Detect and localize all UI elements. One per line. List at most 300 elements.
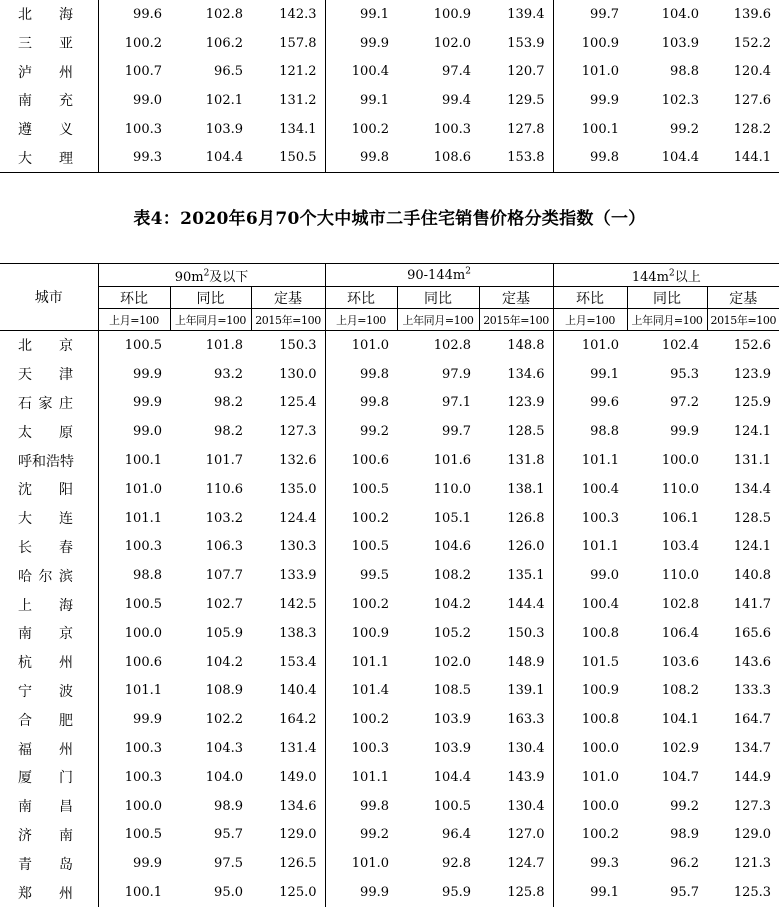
city-name: 南京 [18, 626, 73, 643]
index-value-cell: 98.9 [670, 827, 700, 843]
table-row [0, 619, 779, 648]
index-value-cell: 100.5 [124, 337, 162, 353]
index-value-cell: 140.4 [251, 677, 325, 706]
city-cell [0, 446, 98, 475]
index-value-cell: 101.0 [581, 769, 620, 785]
index-value-cell: 129.0 [733, 827, 772, 843]
index-value-cell: 100.4 [581, 481, 620, 497]
index-value-cell: 131.4 [251, 734, 325, 763]
index-value-cell: 106.3 [205, 539, 243, 555]
index-value-cell: 99.8 [360, 395, 389, 411]
index-value-cell: 100.3 [433, 121, 471, 137]
index-value-cell: 134.1 [251, 115, 325, 144]
table-row [0, 29, 779, 58]
index-value-cell: 102.2 [205, 712, 243, 728]
index-value-cell: 124.7 [479, 849, 553, 878]
index-value-cell: 99.9 [670, 424, 700, 440]
index-value-cell: 93.2 [214, 366, 243, 382]
base-period-label: 上月=100 [325, 309, 397, 331]
continued-price-index-table [0, 0, 779, 173]
table-row [0, 533, 779, 562]
index-value-cell: 99.0 [590, 568, 620, 584]
index-value-cell: 163.3 [479, 705, 553, 734]
index-value-cell: 99.9 [133, 366, 162, 382]
table-row [0, 475, 779, 504]
index-value-cell: 95.9 [442, 885, 471, 901]
city-cell [0, 115, 98, 144]
index-value-cell: 148.8 [479, 331, 553, 360]
base-period-label: 2015年=100 [479, 309, 553, 331]
index-value-cell: 100.1 [124, 453, 162, 469]
index-value-cell: 126.8 [479, 504, 553, 533]
table-row [0, 143, 779, 172]
city-name: 北海 [18, 7, 73, 24]
index-value-cell: 99.1 [590, 885, 620, 901]
city-cell [0, 417, 98, 446]
base-period-label: 上月=100 [553, 309, 627, 331]
index-value-cell: 99.7 [442, 424, 471, 440]
index-value-cell: 153.4 [251, 648, 325, 677]
index-value-cell: 97.9 [442, 366, 471, 382]
index-value-cell: 100.7 [124, 64, 162, 80]
index-value-cell: 139.6 [733, 6, 771, 22]
index-value-cell: 100.2 [124, 35, 162, 51]
index-value-cell: 100.2 [351, 121, 389, 137]
index-value-cell: 103.2 [205, 510, 243, 526]
table-row [0, 590, 779, 619]
index-value-cell: 105.9 [205, 625, 243, 641]
table-row [0, 417, 779, 446]
index-value-cell: 100.9 [351, 625, 389, 641]
index-value-cell: 126.0 [479, 533, 553, 562]
index-value-cell: 97.2 [670, 395, 700, 411]
base-period-label: 上月=100 [98, 309, 170, 331]
index-value-cell: 100.2 [351, 510, 389, 526]
city-cell [0, 734, 98, 763]
sub-header-label: 环比 [98, 287, 170, 309]
table-row [0, 446, 779, 475]
index-value-cell: 100.6 [124, 654, 162, 670]
base-period-label: 2015年=100 [707, 309, 779, 331]
city-cell [0, 763, 98, 792]
index-value-cell: 99.1 [590, 366, 620, 382]
index-value-cell: 100.2 [351, 712, 389, 728]
index-value-cell: 108.2 [433, 568, 471, 584]
index-value-cell: 101.0 [351, 856, 389, 872]
index-value-cell: 99.6 [133, 6, 162, 22]
index-value-cell: 102.8 [433, 337, 471, 353]
table-row [0, 0, 779, 29]
city-name: 宁波 [18, 683, 73, 700]
table-row [0, 360, 779, 389]
index-value-cell: 133.9 [251, 561, 325, 590]
table-row [0, 849, 779, 878]
index-value-cell: 142.3 [251, 0, 325, 29]
index-value-cell: 121.2 [251, 57, 325, 86]
sub-header-label: 环比 [325, 287, 397, 309]
index-value-cell: 125.0 [251, 878, 325, 907]
index-value-cell: 101.0 [124, 481, 162, 497]
city-name: 济南 [18, 827, 73, 844]
index-value-cell: 98.8 [670, 64, 699, 80]
city-name: 沈阳 [18, 482, 73, 499]
index-value-cell: 124.1 [733, 539, 772, 555]
index-value-cell: 99.4 [442, 92, 471, 108]
index-value-cell: 164.2 [251, 705, 325, 734]
index-value-cell: 98.2 [214, 395, 243, 411]
index-value-cell: 98.8 [133, 568, 162, 584]
city-name: 郑州 [18, 885, 73, 902]
index-value-cell: 95.7 [214, 827, 243, 843]
index-value-cell: 101.0 [351, 337, 389, 353]
city-name: 三亚 [18, 36, 73, 53]
city-cell [0, 360, 98, 389]
index-value-cell: 101.7 [205, 453, 243, 469]
index-value-cell: 103.6 [661, 654, 700, 670]
index-value-cell: 100.2 [581, 827, 620, 843]
index-value-cell: 142.5 [251, 590, 325, 619]
index-value-cell: 104.4 [661, 150, 699, 166]
index-value-cell: 100.1 [581, 121, 619, 137]
index-value-cell: 99.9 [360, 35, 389, 51]
index-value-cell: 97.5 [214, 856, 243, 872]
index-value-cell: 104.4 [205, 150, 243, 166]
index-value-cell: 134.4 [733, 481, 772, 497]
index-value-cell: 99.8 [360, 150, 389, 166]
index-value-cell: 99.3 [133, 150, 162, 166]
index-value-cell: 131.8 [479, 446, 553, 475]
index-value-cell: 133.3 [733, 683, 772, 699]
index-value-cell: 108.5 [433, 683, 471, 699]
city-name: 遵义 [18, 122, 73, 139]
index-value-cell: 107.7 [205, 568, 243, 584]
index-value-cell: 100.1 [124, 885, 162, 901]
index-value-cell: 140.8 [733, 568, 772, 584]
index-value-cell: 138.3 [251, 619, 325, 648]
city-name: 天津 [18, 367, 73, 384]
index-value-cell: 95.0 [214, 885, 243, 901]
index-value-cell: 102.0 [433, 654, 471, 670]
city-name: 福州 [18, 741, 73, 758]
index-value-cell: 110.0 [661, 481, 700, 497]
index-value-cell: 127.8 [479, 115, 553, 144]
index-value-cell: 99.9 [133, 712, 162, 728]
index-value-cell: 123.9 [479, 389, 553, 418]
index-value-cell: 150.5 [251, 143, 325, 172]
index-value-cell: 128.5 [733, 510, 772, 526]
index-value-cell: 99.9 [360, 885, 389, 901]
index-value-cell: 95.3 [670, 366, 700, 382]
sub-header-label: 环比 [553, 287, 627, 309]
city-cell [0, 677, 98, 706]
table-row [0, 648, 779, 677]
index-value-cell: 152.6 [733, 337, 772, 353]
sub-header-label: 定基 [251, 287, 325, 309]
index-value-cell: 101.1 [124, 510, 162, 526]
index-value-cell: 101.5 [581, 654, 620, 670]
index-value-cell: 127.0 [479, 821, 553, 850]
city-name: 长春 [18, 539, 73, 556]
index-value-cell: 125.4 [251, 389, 325, 418]
index-value-cell: 100.5 [351, 539, 389, 555]
table-row [0, 389, 779, 418]
index-value-cell: 100.0 [581, 741, 620, 757]
index-value-cell: 144.9 [733, 769, 772, 785]
index-value-cell: 100.3 [124, 741, 162, 757]
index-value-cell: 150.3 [251, 331, 325, 360]
index-value-cell: 102.7 [205, 597, 243, 613]
index-value-cell: 101.0 [581, 64, 619, 80]
index-value-cell: 127.6 [733, 92, 771, 108]
index-value-cell: 102.0 [433, 35, 471, 51]
index-value-cell: 135.1 [479, 561, 553, 590]
city-cell [0, 619, 98, 648]
index-value-cell: 144.4 [479, 590, 553, 619]
city-name: 上海 [18, 597, 73, 614]
index-value-cell: 99.7 [590, 6, 619, 22]
index-value-cell: 101.1 [581, 539, 620, 555]
index-value-cell: 100.0 [581, 798, 620, 814]
index-value-cell: 143.6 [733, 654, 772, 670]
index-value-cell: 123.9 [733, 366, 772, 382]
index-value-cell: 100.8 [581, 625, 620, 641]
table-row [0, 504, 779, 533]
index-value-cell: 106.4 [661, 625, 700, 641]
city-name: 合肥 [18, 712, 73, 729]
city-name: 大理 [18, 150, 73, 167]
table-row [0, 57, 779, 86]
index-value-cell: 102.8 [661, 597, 700, 613]
index-value-cell: 100.2 [351, 597, 389, 613]
city-name: 北京 [18, 338, 73, 355]
index-value-cell: 104.7 [661, 769, 700, 785]
table-row [0, 677, 779, 706]
index-value-cell: 129.0 [251, 821, 325, 850]
index-value-cell: 98.2 [214, 424, 243, 440]
table-row [0, 86, 779, 115]
index-value-cell: 110.0 [661, 568, 700, 584]
index-value-cell: 100.3 [351, 741, 389, 757]
index-value-cell: 95.7 [670, 885, 700, 901]
index-value-cell: 143.9 [479, 763, 553, 792]
index-value-cell: 153.8 [479, 143, 553, 172]
index-value-cell: 100.5 [124, 597, 162, 613]
index-value-cell: 96.5 [214, 64, 243, 80]
city-name: 哈尔滨 [18, 568, 73, 585]
city-cell [0, 705, 98, 734]
index-value-cell: 134.7 [733, 741, 772, 757]
index-value-cell: 98.9 [214, 798, 243, 814]
city-name: 太原 [18, 424, 73, 441]
table-row [0, 792, 779, 821]
index-value-cell: 125.9 [733, 395, 772, 411]
city-cell [0, 475, 98, 504]
city-cell [0, 504, 98, 533]
city-name: 呼和浩特 [18, 453, 74, 470]
index-value-cell: 130.0 [251, 360, 325, 389]
index-value-cell: 134.6 [479, 360, 553, 389]
index-value-cell: 96.4 [442, 827, 471, 843]
index-value-cell: 99.8 [590, 150, 619, 166]
index-value-cell: 102.4 [661, 337, 700, 353]
index-value-cell: 100.5 [351, 481, 389, 497]
index-value-cell: 101.1 [351, 769, 389, 785]
base-period-label: 上年同月=100 [170, 309, 251, 331]
index-value-cell: 99.9 [133, 856, 162, 872]
index-value-cell: 105.2 [433, 625, 471, 641]
index-value-cell: 120.4 [733, 64, 771, 80]
index-value-cell: 97.1 [442, 395, 471, 411]
city-cell [0, 648, 98, 677]
index-value-cell: 100.3 [124, 121, 162, 137]
index-value-cell: 121.3 [733, 856, 772, 872]
index-value-cell: 102.3 [661, 92, 699, 108]
index-value-cell: 99.2 [670, 798, 700, 814]
index-value-cell: 104.1 [661, 712, 700, 728]
index-value-cell: 153.9 [479, 29, 553, 58]
index-value-cell: 103.9 [661, 35, 699, 51]
index-value-cell: 164.7 [733, 712, 772, 728]
index-value-cell: 103.4 [661, 539, 700, 555]
table-row [0, 821, 779, 850]
index-value-cell: 125.8 [479, 878, 553, 907]
sub-header-label: 定基 [479, 287, 553, 309]
second-hand-housing-price-index-table [0, 263, 779, 907]
table-row [0, 705, 779, 734]
city-cell [0, 533, 98, 562]
city-name: 石家庄 [18, 395, 73, 412]
index-value-cell: 99.9 [133, 395, 162, 411]
city-name: 青岛 [18, 856, 73, 873]
index-value-cell: 99.2 [360, 424, 389, 440]
index-value-cell: 100.8 [581, 712, 620, 728]
base-period-label: 上年同月=100 [397, 309, 479, 331]
group-header-medium: $90-144m^2$ [325, 264, 553, 287]
table-row [0, 734, 779, 763]
city-cell [0, 0, 98, 29]
table-row [0, 878, 779, 907]
index-value-cell: 165.6 [733, 625, 772, 641]
sub-header-label: 同比 [170, 287, 251, 309]
index-value-cell: 124.4 [251, 504, 325, 533]
city-cell [0, 849, 98, 878]
index-value-cell: 106.2 [205, 35, 243, 51]
index-value-cell: 108.6 [433, 150, 471, 166]
index-value-cell: 92.8 [442, 856, 471, 872]
table-row [0, 561, 779, 590]
city-cell [0, 821, 98, 850]
index-value-cell: 108.2 [661, 683, 700, 699]
index-value-cell: 104.0 [661, 6, 699, 22]
sub-header-label: 同比 [627, 287, 707, 309]
index-value-cell: 125.3 [733, 885, 772, 901]
index-value-cell: 101.6 [433, 453, 471, 469]
index-value-cell: 110.6 [205, 481, 243, 497]
city-name: 南昌 [18, 799, 73, 816]
index-value-cell: 128.5 [479, 417, 553, 446]
city-cell [0, 29, 98, 58]
index-value-cell: 100.6 [351, 453, 389, 469]
index-value-cell: 104.6 [433, 539, 471, 555]
index-value-cell: 130.4 [479, 734, 553, 763]
index-value-cell: 131.2 [251, 86, 325, 115]
index-value-cell: 99.1 [360, 92, 389, 108]
index-value-cell: 157.8 [251, 29, 325, 58]
index-value-cell: 101.1 [124, 683, 162, 699]
index-value-cell: 105.1 [433, 510, 471, 526]
table-row [0, 331, 779, 360]
index-value-cell: 120.7 [479, 57, 553, 86]
index-value-cell: 106.1 [661, 510, 700, 526]
index-value-cell: 99.0 [133, 92, 162, 108]
index-value-cell: 101.1 [351, 654, 389, 670]
index-value-cell: 100.4 [581, 597, 620, 613]
index-value-cell: 104.2 [433, 597, 471, 613]
index-value-cell: 103.9 [433, 741, 471, 757]
city-cell [0, 792, 98, 821]
index-value-cell: 152.2 [733, 35, 771, 51]
city-name: 厦门 [18, 770, 73, 787]
index-value-cell: 124.1 [733, 424, 772, 440]
group-header-large: $144m^2$以上 [553, 264, 779, 287]
index-value-cell: 100.4 [351, 64, 389, 80]
index-value-cell: 100.3 [124, 539, 162, 555]
table-row [0, 763, 779, 792]
index-value-cell: 100.9 [581, 35, 619, 51]
index-value-cell: 104.2 [205, 654, 243, 670]
index-value-cell: 130.3 [251, 533, 325, 562]
index-value-cell: 99.1 [360, 6, 389, 22]
index-value-cell: 99.2 [670, 121, 699, 137]
index-value-cell: 104.0 [205, 769, 243, 785]
city-cell [0, 389, 98, 418]
index-value-cell: 149.0 [251, 763, 325, 792]
city-cell [0, 561, 98, 590]
index-value-cell: 100.9 [581, 683, 620, 699]
index-value-cell: 127.3 [251, 417, 325, 446]
sub-header-label: 同比 [397, 287, 479, 309]
city-name: 南充 [18, 93, 73, 110]
index-value-cell: 141.7 [733, 597, 772, 613]
index-value-cell: 135.0 [251, 475, 325, 504]
index-value-cell: 96.2 [670, 856, 700, 872]
index-value-cell: 100.0 [661, 453, 700, 469]
index-value-cell: 100.0 [124, 798, 162, 814]
index-value-cell: 103.9 [205, 121, 243, 137]
index-value-cell: 102.9 [661, 741, 700, 757]
index-value-cell: 100.5 [124, 827, 162, 843]
index-value-cell: 104.3 [205, 741, 243, 757]
index-value-cell: 98.8 [590, 424, 620, 440]
index-value-cell: 99.8 [360, 798, 389, 814]
index-value-cell: 138.1 [479, 475, 553, 504]
group-header-small: $90m^2$及以下 [98, 264, 325, 287]
city-cell [0, 331, 98, 360]
city-cell [0, 878, 98, 907]
index-value-cell: 101.1 [581, 453, 620, 469]
city-cell [0, 143, 98, 172]
index-value-cell: 100.0 [124, 625, 162, 641]
index-value-cell: 132.6 [251, 446, 325, 475]
index-value-cell: 99.0 [133, 424, 162, 440]
index-value-cell: 129.5 [479, 86, 553, 115]
city-cell [0, 86, 98, 115]
index-value-cell: 101.4 [351, 683, 389, 699]
index-value-cell: 150.3 [479, 619, 553, 648]
index-value-cell: 97.4 [442, 64, 471, 80]
index-value-cell: 102.1 [205, 92, 243, 108]
index-value-cell: 101.0 [581, 337, 620, 353]
